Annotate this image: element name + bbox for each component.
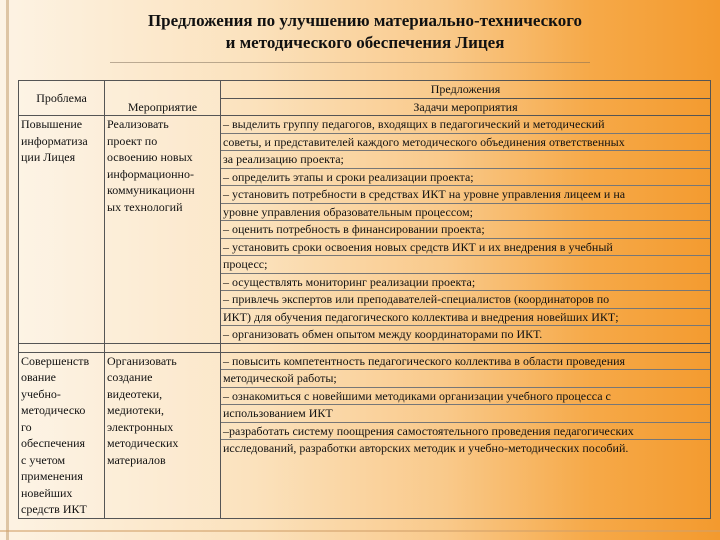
measure-text: методических [107,436,179,450]
problem-text: го [21,419,32,434]
task-line: – определить этапы и сроки реализации проекта; [221,169,710,187]
proposals-table [18,80,711,519]
header-tasks: Задачи мероприятия [221,98,711,116]
problem-text: учебно- [21,386,61,401]
measure-text: коммуникационн [107,183,195,197]
tasks-cell [221,352,711,518]
measure-cell [105,352,221,518]
task-line: – оценить потребность в финансировании проекта; [221,221,710,239]
task-line: – выделить группу педагогов, входящих в педагогический и методический [221,116,710,134]
problem-text: новейших [21,485,73,500]
header-row-2 [19,98,711,116]
problem-text: обеспечения [21,436,86,450]
task-line: – осуществлять мониторинг реализации проекта; [221,274,710,292]
problem-cell [19,116,105,344]
header-row-1 [19,81,711,99]
measure-text: создание [107,370,153,384]
task-line: –разработать систему поощрения самостоятельного проведения педагогических [221,423,710,441]
problem-text: информатиза [21,133,88,148]
task-line: процесс; [221,256,710,274]
measure-text: Реализовать [107,117,169,131]
problem-text: Совершенств [21,353,90,368]
task-line: – установить потребности в средствах ИКТ на уровне управления лицеем и на [221,186,710,204]
task-line: – повысить компетентность педагогического коллектива в области проведения [221,353,710,371]
table-row [19,116,711,344]
header-proposals: Предложения [221,81,711,99]
task-line: советы, и представителей каждого методического объединения ответственных [221,134,710,152]
problem-cell [19,352,105,518]
header-problem: Проблема [19,81,105,116]
task-line: – установить сроки освоения новых средств ИКТ и их внедрения в учебный [221,239,710,257]
header-blank [105,81,221,99]
tasks-cell [221,116,711,344]
title-underline [110,62,590,63]
problem-text: ование [21,370,57,384]
bottom-decor-rule [0,530,720,532]
task-line: использованием ИКТ [221,405,710,423]
task-line: за реализацию проекта; [221,151,710,169]
left-decor-rule [6,0,9,540]
task-line: исследований, разработки авторских методик и учебно-методических пособий. [223,441,629,455]
slide-title [40,10,690,54]
measure-cell [105,116,221,344]
title-line-1: Предложения по улучшению материально-технического [147,11,583,30]
measure-text: электронных [107,419,174,434]
problem-text: применения [21,469,83,483]
task-line: уровне управления образовательным процессом; [221,204,710,222]
spacer-cell [221,343,711,352]
task-line: – ознакомиться с новейшими методиками организации учебного процесса с [221,388,710,406]
problem-text: с учетом [21,452,66,467]
measure-text: медиотеки, [107,403,164,417]
spacer-cell [19,343,105,352]
measure-text: информационно- [107,166,194,181]
measure-text: видеотеки, [107,386,163,401]
measure-text: Организовать [107,353,177,368]
measure-text: ых технологий [107,199,183,214]
measure-text: освоению новых [107,150,193,164]
title-line-2: и методического обеспечения Лицея [225,33,505,52]
table-row [19,352,711,518]
task-line: – привлечь экспертов или преподавателей-специалистов (координаторов по [221,291,710,309]
measure-text: материалов [107,452,166,467]
problem-text: методическо [21,403,86,417]
problem-text: ции Лицея [21,150,76,164]
spacer-row [19,343,711,352]
task-line: ИКТ) для обучения педагогического коллектива и внедрения новейших ИКТ; [221,309,710,327]
problem-text: средств ИКТ [21,502,87,516]
problem-text: Повышение [21,117,83,131]
spacer-cell [105,343,221,352]
task-line: методической работы; [221,370,710,388]
task-line: – организовать обмен опытом между координаторами по ИКТ. [223,327,543,341]
measure-text: проект по [107,133,158,148]
header-measure: Мероприятие [105,98,221,116]
